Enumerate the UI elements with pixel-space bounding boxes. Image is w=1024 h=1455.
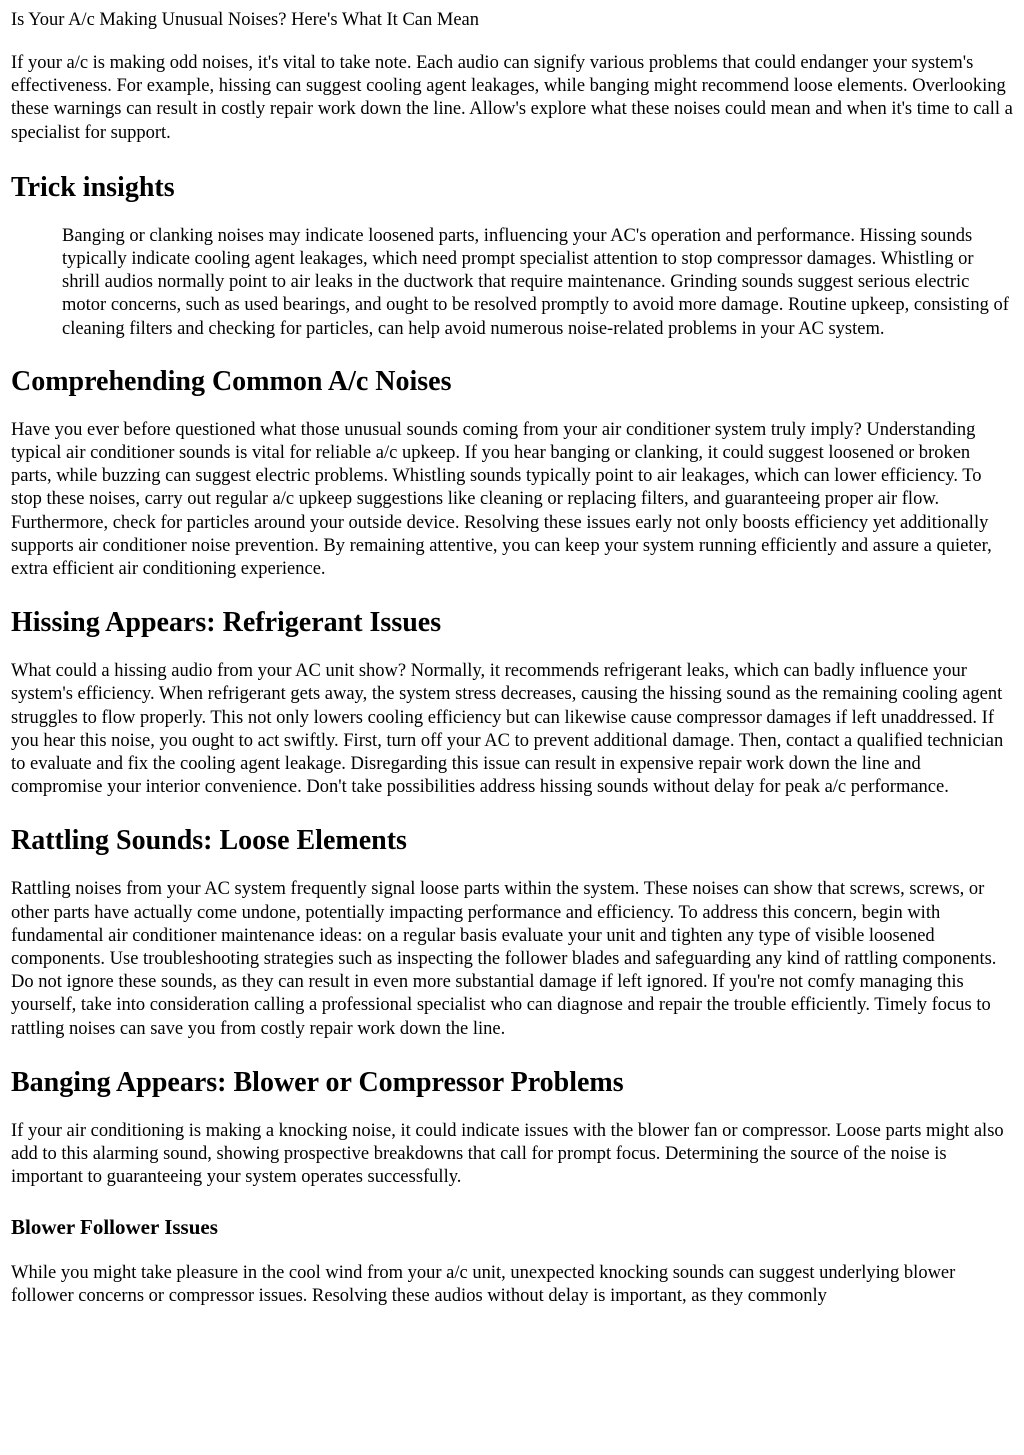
section-heading-banging: Banging Appears: Blower or Compressor Problems bbox=[11, 1066, 624, 1098]
section-heading-hissing: Hissing Appears: Refrigerant Issues bbox=[11, 607, 442, 639]
banging-paragraph: If your air conditioning is making a knocking noise, it could indicate issues with the blower fan or compressor. Loose parts might also add to this alarming sound, showing prospective breakdowns that call for prompt focus. Determining the source of the noise is important to guaranteeing your system operates successfully. bbox=[11, 1120, 1004, 1188]
blower-paragraph: While you might take pleasure in the cool wind from your a/c unit, unexpected knocking sounds can suggest underlying blower follower concerns or compressor issues. Resolving these audios without delay is important, as they commonly bbox=[11, 1262, 956, 1306]
subsection-heading-blower: Blower Follower Issues bbox=[11, 1214, 218, 1239]
intro-paragraph: If your a/c is making odd noises, it's vital to take note. Each audio can signify various problems that could endanger your system's effectiveness. For example, hissing can suggest cooling agent leakages, while banging might recommend loose elements. Overlooking these warnings can result in costly repair work down the line. Allow's explore what these noises could mean and when it's time to call a specialist for support. bbox=[11, 53, 1013, 143]
article bbox=[0, 9, 1024, 1308]
section-heading-common-noises: Comprehending Common A/c Noises bbox=[11, 365, 452, 397]
key-insights-blockquote bbox=[62, 225, 1014, 341]
hissing-paragraph: What could a hissing audio from your AC unit show? Normally, it recommends refrigerant leaks, which can badly influence your system's efficiency. When refrigerant gets away, the system stress decreases, causing the hissing sound as the remaining cooling agent struggles to flow properly. This not only lowers cooling efficiency but can likewise cause compressor damages if left unaddressed. If you hear this noise, you ought to act swiftly. First, turn off your AC to prevent additional damage. Then, contact a qualified technician to evaluate and fix the cooling agent leakage. Disregarding this issue can result in expensive repair work down the line and compromise your interior convenience. Don't take possibilities address hissing sounds without delay for peak a/c performance. bbox=[11, 661, 1004, 798]
key-insights-text: Banging or clanking noises may indicate loosened parts, influencing your AC's operation and performance. Hissing sounds typically indicate cooling agent leakages, which need prompt specialist attention to stop compressor damages. Whistling or shrill audios normally point to air leaks in the ductwork that require maintenance. Grinding sounds suggest serious electric motor concerns, such as used bearings, and ought to be resolved promptly to avoid more damage. Routine upkeep, consisting of cleaning filters and checking for particles, can help avoid numerous noise-related problems in your AC system. bbox=[62, 225, 1009, 339]
rattling-paragraph: Rattling noises from your AC system frequently signal loose parts within the system. These noises can show that screws, screws, or other parts have actually come undone, potentially impacting performance and efficiency. To address this concern, begin with fundamental air conditioner maintenance ideas: on a regular basis evaluate your unit and tighten any type of visible loosened components. Use troubleshooting strategies such as inspecting the follower blades and safeguarding any kind of rattling components. Do not ignore these sounds, as they can result in even more substantial damage if left ignored. If you're not comfy managing this yourself, take into consideration calling a professional specialist who can diagnose and repair the trouble efficiently. Timely focus to rattling noises can save you from costly repair work down the line. bbox=[11, 879, 997, 1039]
section-heading-key-insights: Trick insights bbox=[11, 171, 175, 203]
common-noises-paragraph: Have you ever before questioned what those unusual sounds coming from your air conditioner system truly imply? Understanding typical air conditioner sounds is vital for reliable a/c upkeep. If you hear banging or clanking, it could suggest loosened or broken parts, while buzzing can suggest electric problems. Whistling sounds typically point to air leakages, which can lower efficiency. To stop these noises, carry out regular a/c upkeep suggestions like cleaning or replacing filters, and guaranteeing proper air flow. Furthermore, check for particles around your outside device. Resolving these issues early not only boosts efficiency yet additionally supports air conditioner noise prevention. By remaining attentive, you can keep your system running efficiently and assure a quieter, extra efficient air conditioning experience. bbox=[11, 419, 992, 580]
section-heading-rattling: Rattling Sounds: Loose Elements bbox=[11, 825, 407, 857]
article-title: Is Your A/c Making Unusual Noises? Here's What It Can Mean bbox=[11, 10, 479, 30]
